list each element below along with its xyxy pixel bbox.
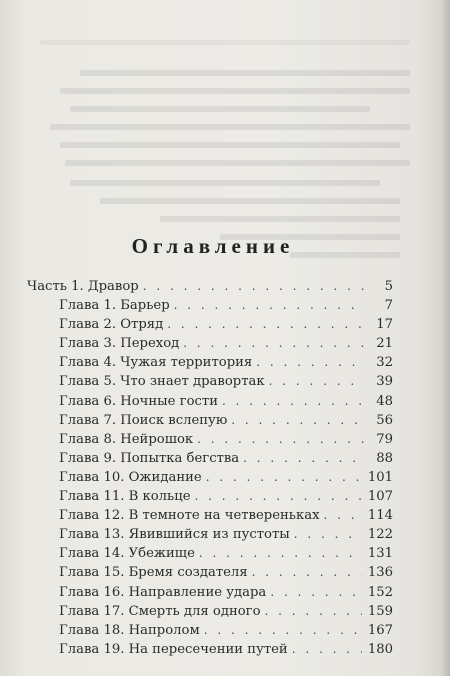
toc-entry-label: Глава 9. Попытка бегства [59,450,240,466]
toc-chapter-entry[interactable] [27,296,393,315]
toc-entry-label: Глава 11. В кольце [59,489,191,505]
toc-dot-leader [270,583,362,602]
toc-dot-leader [143,277,365,296]
toc-page-number: 32 [376,355,393,371]
toc-dot-leader [195,487,362,506]
toc-chapter-entry[interactable] [27,392,393,411]
toc-dot-leader [269,372,365,391]
toc-entry-label: Глава 2. Отряд [59,317,164,333]
toc-chapter-entry[interactable] [27,563,393,582]
toc-page-number: 122 [367,527,393,543]
toc-page-number: 136 [367,565,393,581]
toc-page-number: 7 [384,298,393,314]
toc-part-entry[interactable] [27,277,393,296]
toc-page-number: 56 [376,412,393,428]
toc-chapter-entry[interactable] [27,583,393,602]
toc-dot-leader [197,430,365,449]
toc-entry-label: Глава 10. Ожидание [59,469,202,485]
toc-page-number: 114 [367,508,393,524]
toc-chapter-entry[interactable] [27,525,393,544]
toc-dot-leader [256,353,365,372]
toc-dot-leader [183,334,365,353]
toc-entry-label: Глава 17. Смерть для одного [59,603,261,619]
toc-entry-label: Глава 4. Чужая территория [59,355,253,371]
toc-page-number: 39 [376,374,393,390]
toc-chapter-entry[interactable] [27,315,393,334]
toc-entry-label: Глава 18. Напролом [59,622,200,638]
toc-chapter-entry[interactable] [27,640,393,659]
toc-dot-leader [199,544,362,563]
toc-entry-label: Часть 1. Дравор [27,279,139,294]
toc-entry-label: Глава 7. Поиск вслепую [59,412,228,428]
toc-chapter-entry[interactable] [27,430,393,449]
toc-dot-leader [167,315,365,334]
toc-chapter-entry[interactable] [27,544,393,563]
toc-entry-label: Глава 19. На пересечении путей [59,641,288,657]
toc-dot-leader [292,640,362,659]
toc-list [27,277,393,659]
table-of-contents [27,234,393,659]
toc-dot-leader [206,468,362,487]
toc-page-number: 101 [367,469,393,485]
toc-page-number: 180 [367,641,393,657]
toc-dot-leader [243,449,365,468]
toc-entry-label: Глава 5. Что знает дравортак [59,374,265,390]
toc-chapter-entry[interactable] [27,372,393,391]
toc-entry-label: Глава 14. Убежище [59,546,195,562]
toc-chapter-entry[interactable] [27,506,393,525]
toc-entry-label: Глава 6. Ночные гости [59,393,218,409]
toc-chapter-entry[interactable] [27,468,393,487]
toc-page-number: 17 [376,317,393,333]
toc-title: Оглавление [131,234,295,258]
toc-entry-label: Глава 13. Явившийся из пустоты [59,527,290,543]
toc-dot-leader [222,392,365,411]
toc-page-number: 159 [367,603,393,619]
toc-chapter-entry[interactable] [27,411,393,430]
toc-chapter-entry[interactable] [27,334,393,353]
toc-dot-leader [324,506,362,525]
toc-page-number: 5 [384,279,393,294]
toc-chapter-entry[interactable] [27,353,393,372]
toc-entry-label: Глава 16. Направление удара [59,584,267,600]
toc-chapter-entry[interactable] [27,602,393,621]
toc-dot-leader [231,411,365,430]
toc-dot-leader [204,621,362,640]
toc-dot-leader [252,563,362,582]
toc-entry-label: Глава 8. Нейрошок [59,431,194,447]
toc-page-number: 79 [376,431,393,447]
toc-entry-label: Глава 12. В темноте на четвереньках [59,508,320,524]
page-edge-shadow [440,0,450,676]
toc-page-number: 48 [376,393,393,409]
toc-entry-label: Глава 3. Переход [59,336,180,352]
toc-dot-leader [174,296,365,315]
toc-page-number: 21 [376,336,393,352]
toc-page-number: 152 [367,584,393,600]
toc-page-number: 88 [376,450,393,466]
toc-page-number: 107 [367,489,393,505]
toc-page-number: 131 [367,546,393,562]
toc-chapter-entry[interactable] [27,621,393,640]
toc-entry-label: Глава 15. Бремя создателя [59,565,248,581]
toc-chapter-entry[interactable] [27,487,393,506]
toc-entry-label: Глава 1. Барьер [59,298,170,314]
toc-dot-leader [294,525,362,544]
toc-page-number: 167 [367,622,393,638]
toc-chapter-entry[interactable] [27,449,393,468]
toc-dot-leader [265,602,362,621]
